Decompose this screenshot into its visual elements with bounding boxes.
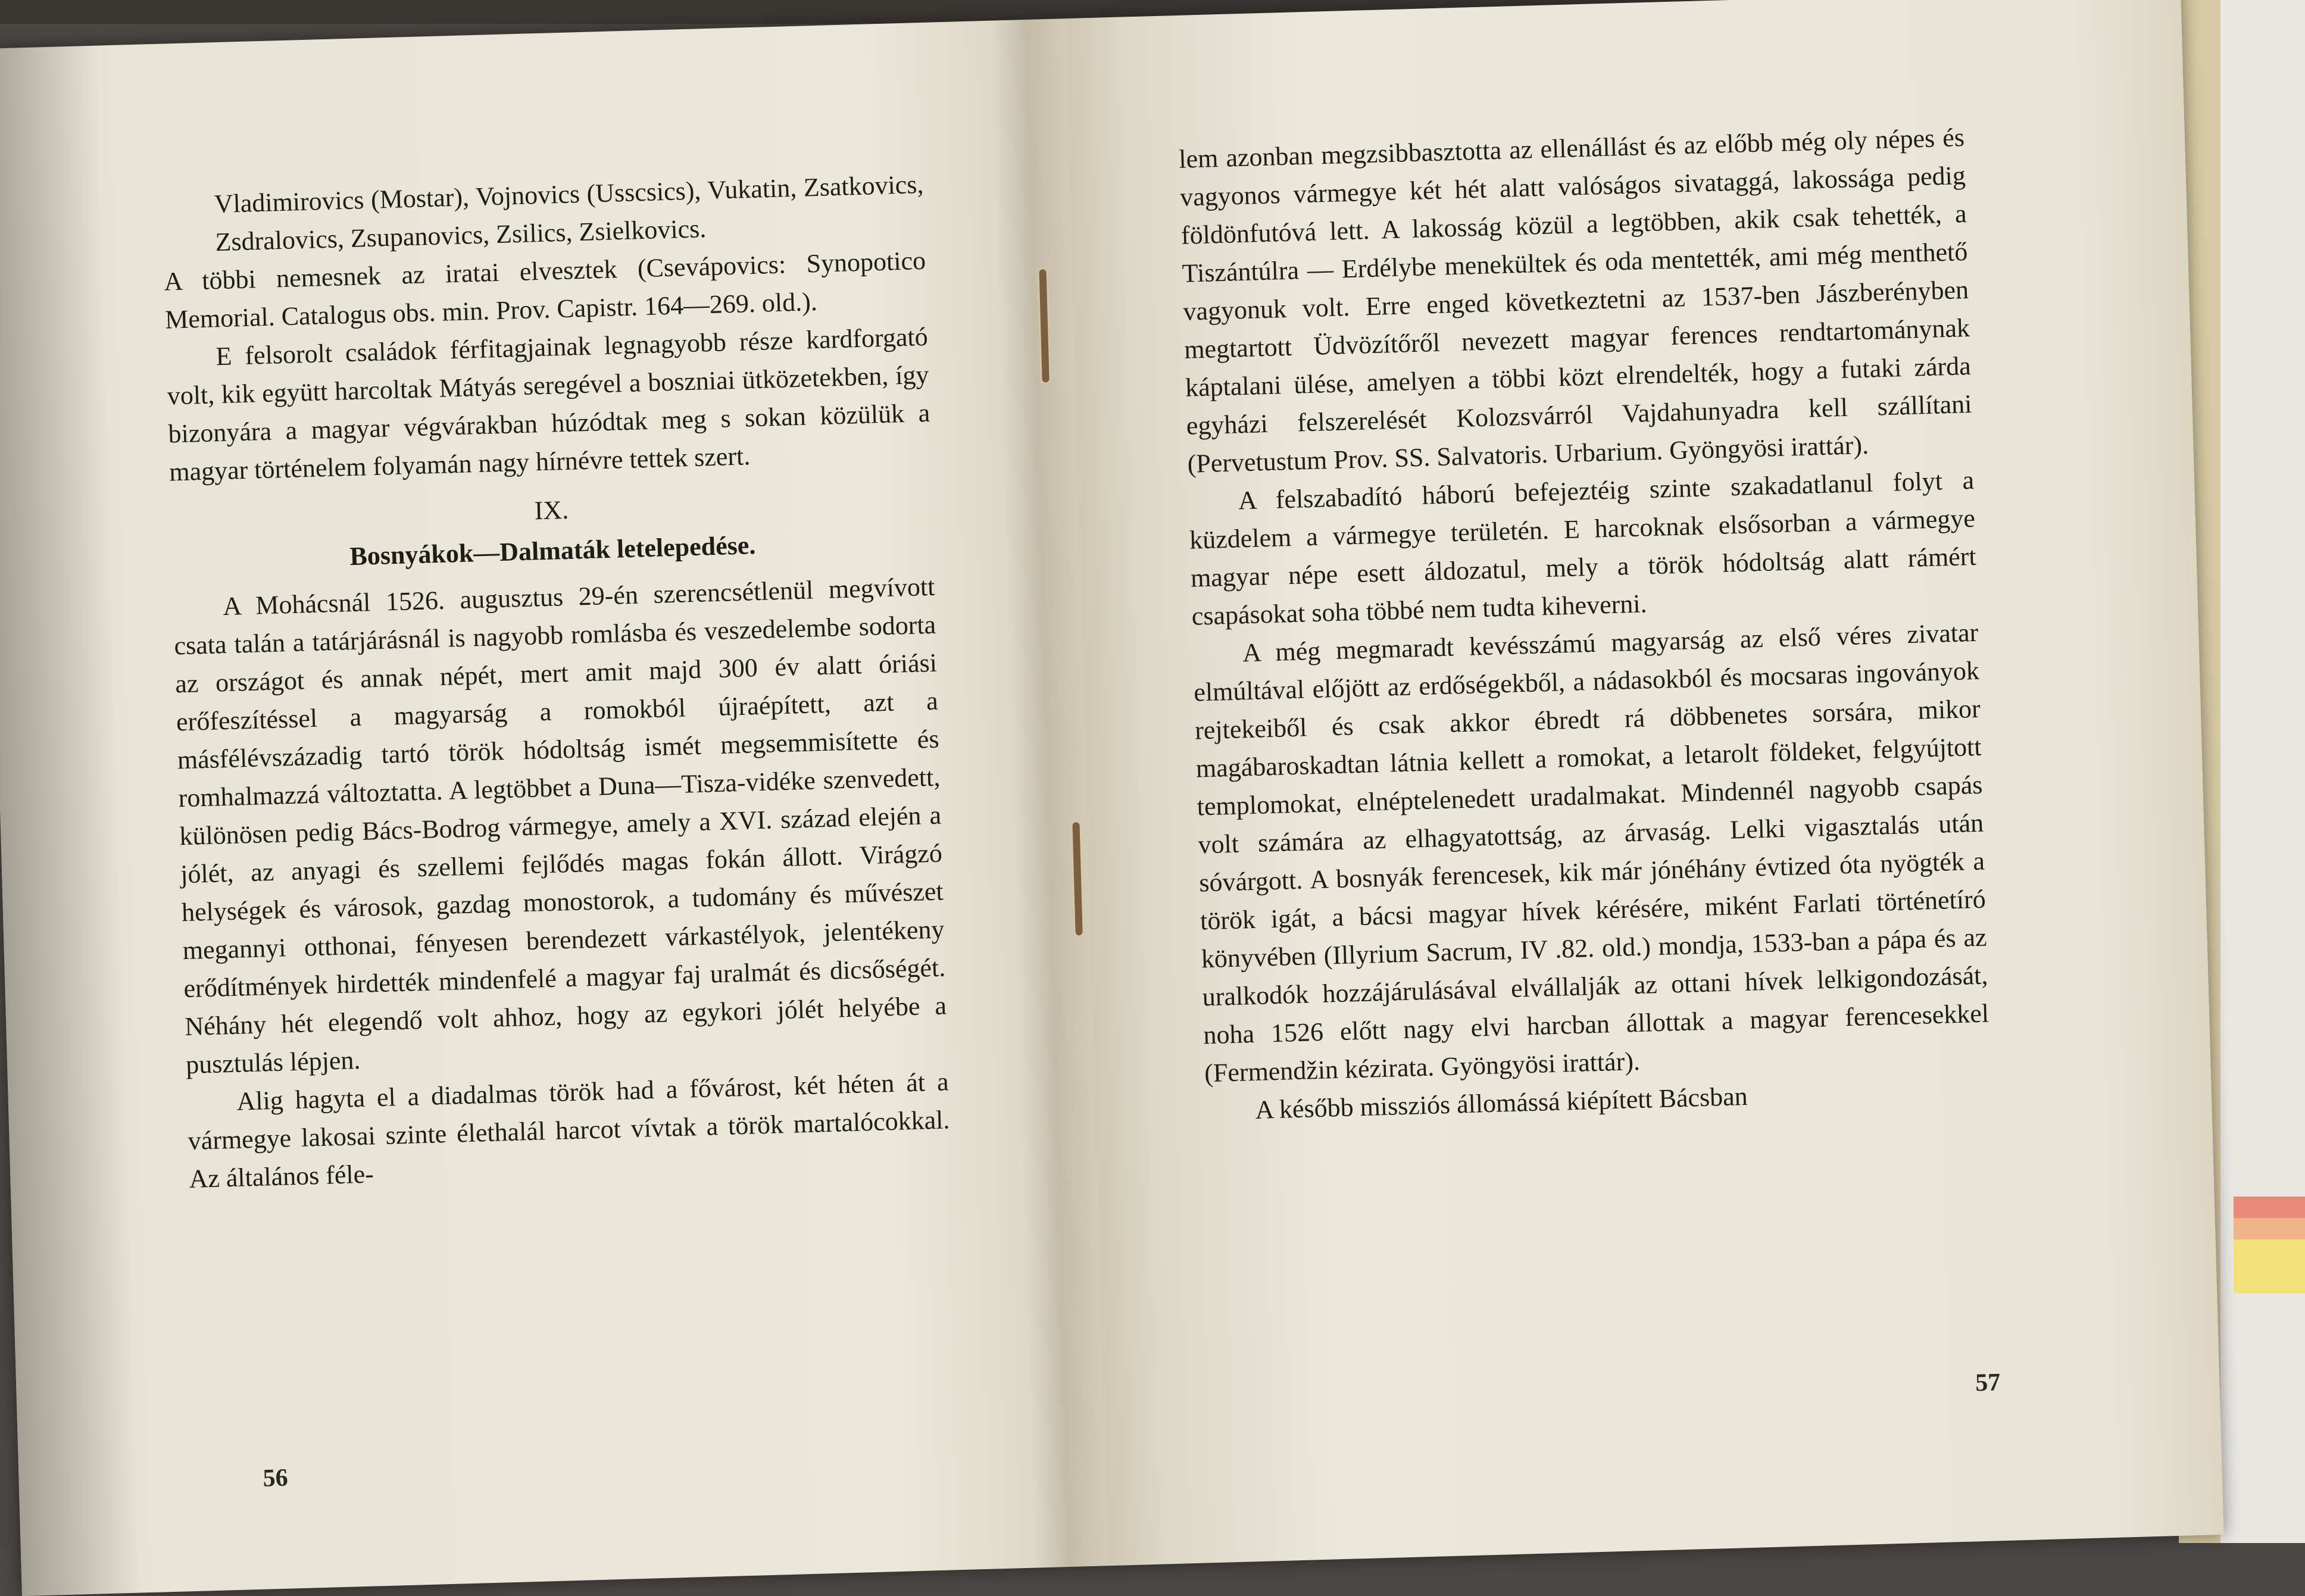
book-spine bbox=[991, 18, 1105, 1567]
background-right bbox=[2210, 0, 2305, 1543]
paragraph: Vladimirovics (Mostar), Vojnovics (Usscsics), Vukatin, Zsatkovics, Zsdralovics, Zsupanovics, Zsilics, Zsielkovics. bbox=[214, 169, 925, 257]
paragraph: A később missziós állomássá kiépített Bácsban bbox=[1254, 1081, 1748, 1125]
color-stripe-red bbox=[2234, 1197, 2305, 1218]
section-title: Bosnyákok—Dalmaták letelepedése. bbox=[349, 530, 756, 571]
paragraph: A többi nemesnek az iratai elvesztek (Csevápovics: Synopotico Memorial. Catalogus obs. min. Prov. Capistr. 164—269. old.). bbox=[163, 245, 926, 335]
right-page bbox=[1179, 118, 1992, 1130]
paragraph: A még megmaradt kevésszámú magyarság az első véres zivatar elmúltával előjött az erdőségekből, a nádasokból és mocsaras ingoványok rejtekeiből és csak akkor ébredt rá döbbenetes sorsára, mikor magábaroskadtan látnia kellett a romokat, a letarolt földeket, felgyújtott templomokat, elnéptelenedett uradalmakat. Mindennél nagyobb csapás volt számára az elhagyatottság, az árvaság. Lelki vigasztalás után sóvárgott. A bosnyák ferencesek, kik már jónéhány évtized óta nyögték a török igát, a bácsi magyar hívek kérésére, miként Farlati történetíró könyvében (Illyrium Sacrum, IV .82. old.) mondja, 1533-ban a pápa és az uralkodók hozzájárulásával elvállalják az ottani hívek lelkigondozását, noha 1526 előtt nagy elvi harcban állottak a magyar ferencesekkel (Fermendžin kézirata. Gyöngyösi irattár). bbox=[1193, 617, 1989, 1088]
paragraph: E felsorolt családok férfitagjainak legnagyobb része kardforgató volt, kik együtt harcoltak Mátyás seregével a boszniai ütközetekben, így bizonyára a magyar végvárakban húzódtak meg s sokan közülük a magyar történelem folyamán nagy hírnévre tettek szert. bbox=[167, 321, 930, 487]
paragraph: Alig hagyta el a diadalmas török had a fővárost, két héten át a vármegye lakosai szinte élethalál harcot vívtak a török martalócokkal. Az általános féle- bbox=[188, 1067, 950, 1194]
page-number-left: 56 bbox=[263, 1464, 289, 1492]
color-stripe-orange bbox=[2234, 1218, 2305, 1239]
page-number-right: 57 bbox=[1975, 1369, 2001, 1397]
color-stripe-yellow bbox=[2234, 1239, 2305, 1293]
section-number: IX. bbox=[534, 495, 569, 526]
left-page bbox=[161, 165, 951, 1198]
paragraph: lem azonban megzsibbasztotta az ellenállást és az előbb még oly népes és vagyonos vármegye két hét alatt valóságos sivataggá, lakossága pedig földönfutóvá lett. A lakosság közül a legtöbben, akik csak tehették, a Tiszántúlra — Erdélybe menekültek és oda mentették, ami még menthető vagyonuk volt. Erre enged következtetni az 1537-ben Jászberényben megtartott Üdvözítőről nevezett magyar ferences rendtartománynak káptalani ülése, amelyen a többi közt elrendelték, hogy a futaki zárda egyházi felszerelését Kolozsvárról Vajdahunyadra kell szállítani (Pervetustum Prov. SS. Salvatoris. Urbarium. Gyöngyösi irattár). bbox=[1178, 123, 1973, 479]
paragraph: A Mohácsnál 1526. augusztus 29-én szerencsétlenül megvívott csata talán a tatárjárásnál is nagyobb romlásba és veszedelembe sodorta az országot és annak népét, mert amit majd 300 év alatt óriási erőfeszítéssel a magyarság a romokból újraépített, azt a másfélévszázadig tartó török hódoltság ismét megsemmisítette és romhalmazzá változtatta. A legtöbbet a Duna—Tisza-vidéke szenvedett, különösen pedig Bács-Bodrog vármegye, amely a XVI. század elején a jólét, az anyagi és szellemi fejlődés magas fokán állott. Virágzó helységek és városok, gazdag monostorok, a tudomány és művészet megannyi otthonai, fényesen berendezett várkastélyok, jelentékeny erődítmények hirdették mindenfelé a magyar faj uralmát és dicsőségét. Néhány hét elegendő volt ahhoz, hogy az egykori jólét helyébe a pusztulás lépjen. bbox=[173, 571, 947, 1080]
paragraph: A felszabadító háború befejeztéig szinte szakadatlanul folyt a küzdelem a vármegye területén. E harcoknak elsősorban a vármegye magyar népe esett áldozatul, mely a török hódoltság alatt rámért csapásokat soha többé nem tudta kiheverni. bbox=[1189, 465, 1977, 631]
page-shade bbox=[0, 46, 141, 1596]
